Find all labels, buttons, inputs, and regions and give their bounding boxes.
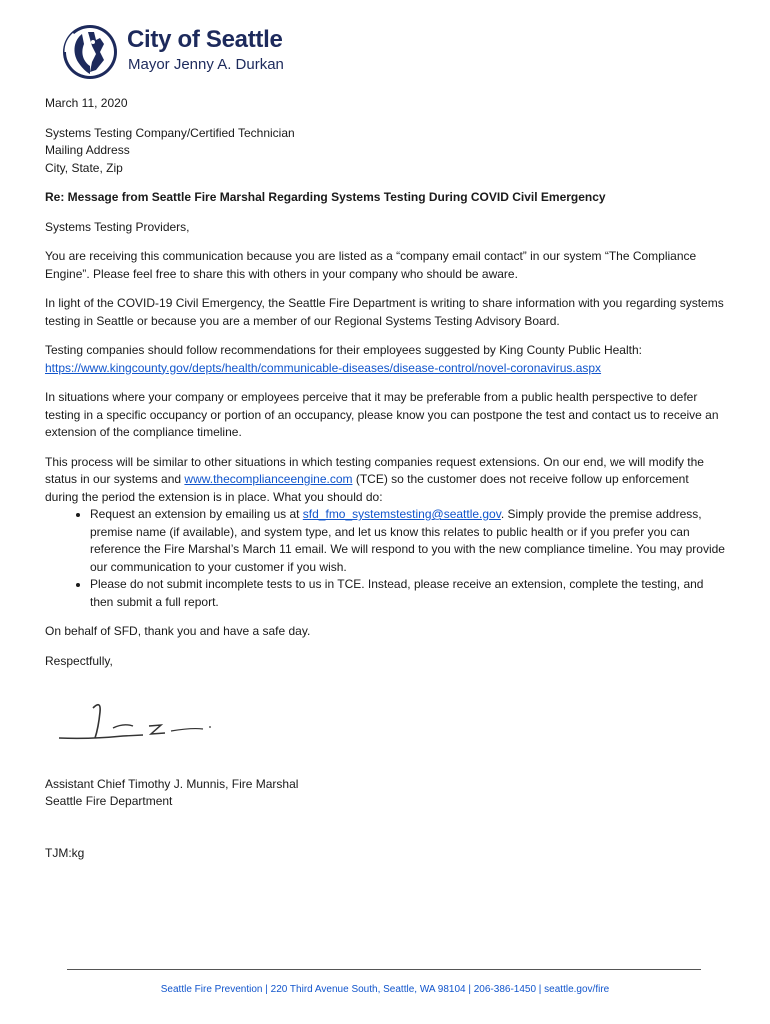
initials: TJM:kg — [45, 845, 85, 860]
paragraph-king-county — [45, 342, 725, 377]
action-list — [45, 506, 725, 611]
list-item — [90, 506, 725, 576]
closing-respectfully: Respectfully, — [45, 653, 113, 668]
recipient-line: City, State, Zip — [45, 160, 123, 175]
seattle-seal-icon — [60, 22, 120, 82]
signer-department: Seattle Fire Department — [45, 794, 173, 808]
paragraph-process — [45, 454, 725, 507]
king-county-link[interactable]: https://www.kingcounty.gov/depts/health/communicable-diseases/disease-control/novel-coronavirus.aspx — [45, 360, 602, 375]
signature-image — [53, 698, 233, 746]
recipient-line: Systems Testing Company/Certified Technician — [45, 125, 295, 140]
letterhead-title: City of Seattle — [127, 26, 283, 53]
list-item-text: Request an extension by emailing us at — [90, 507, 303, 521]
footer-divider — [67, 969, 701, 970]
salutation: Systems Testing Providers, — [45, 219, 190, 234]
paragraph-intro: You are receiving this communication because you are listed as a “company email contact” in our system “The Compliance Engine”. Please feel free to share this with others in your company who should be aware. — [45, 249, 697, 281]
paragraph-text: Testing companies should follow recommendations for their employees suggested by King County Public Health: — [45, 343, 642, 357]
paragraph-text: This process will be similar to other situations in which testing companies request extensions. On our end, we will modify the status in our systems and — [45, 454, 704, 486]
closing-thanks: On behalf of SFD, thank you and have a safe day. — [45, 624, 311, 638]
recipient-line: Mailing Address — [45, 143, 130, 157]
compliance-engine-link[interactable]: www.thecomplianceengine.com — [184, 472, 353, 486]
letter-subject: Re: Message from Seattle Fire Marshal Regarding Systems Testing During COVID Civil Emergency — [45, 190, 606, 204]
list-item: • Please do not submit incomplete tests to us in TCE. Instead, please receive an extension, complete the testing, and then submit a full report. — [90, 576, 725, 611]
list-item-text: . Simply provide the premise address, premise name (if available), and system type, and let us know this relates to public health or if you prefer you can reference the Fire Marshal’s March 11 email. We will respond to you with the new compliance timeline. You may provide our communication to your customer if you wish. — [90, 507, 725, 574]
letterhead — [60, 22, 300, 82]
email-link[interactable]: sfd_fmo_systemstesting@seattle.gov — [302, 507, 501, 521]
letterhead-subtitle: Mayor Jenny A. Durkan — [128, 56, 284, 73]
letter-date: March 11, 2020 — [45, 96, 128, 110]
paragraph-text: (TCE) so the customer does not receive follow up enforcement during the period the extension is in place. What you should do: — [45, 472, 689, 504]
letter-body — [45, 95, 725, 874]
footer-text: Seattle Fire Prevention | 220 Third Avenue South, Seattle, WA 98104 | 206-386-1450 | seattle.gov/fire — [160, 984, 610, 995]
signer-name: Assistant Chief Timothy J. Munnis, Fire Marshal — [45, 776, 299, 791]
paragraph-covid: In light of the COVID-19 Civil Emergency, the Seattle Fire Department is writing to share information with you regarding systems testing in Seattle or because you are a member of our Regional Systems Testing Advisory Board. — [45, 296, 724, 328]
recipient-block — [45, 125, 725, 178]
signature-block — [45, 776, 725, 811]
paragraph-defer: In situations where your company or employees perceive that it may be preferable from a public health perspective to defer testing in a specific occupancy or portion of an occupancy, please know you can postpone the test and contact us to receive an extension of the compliance timeline. — [45, 390, 719, 439]
